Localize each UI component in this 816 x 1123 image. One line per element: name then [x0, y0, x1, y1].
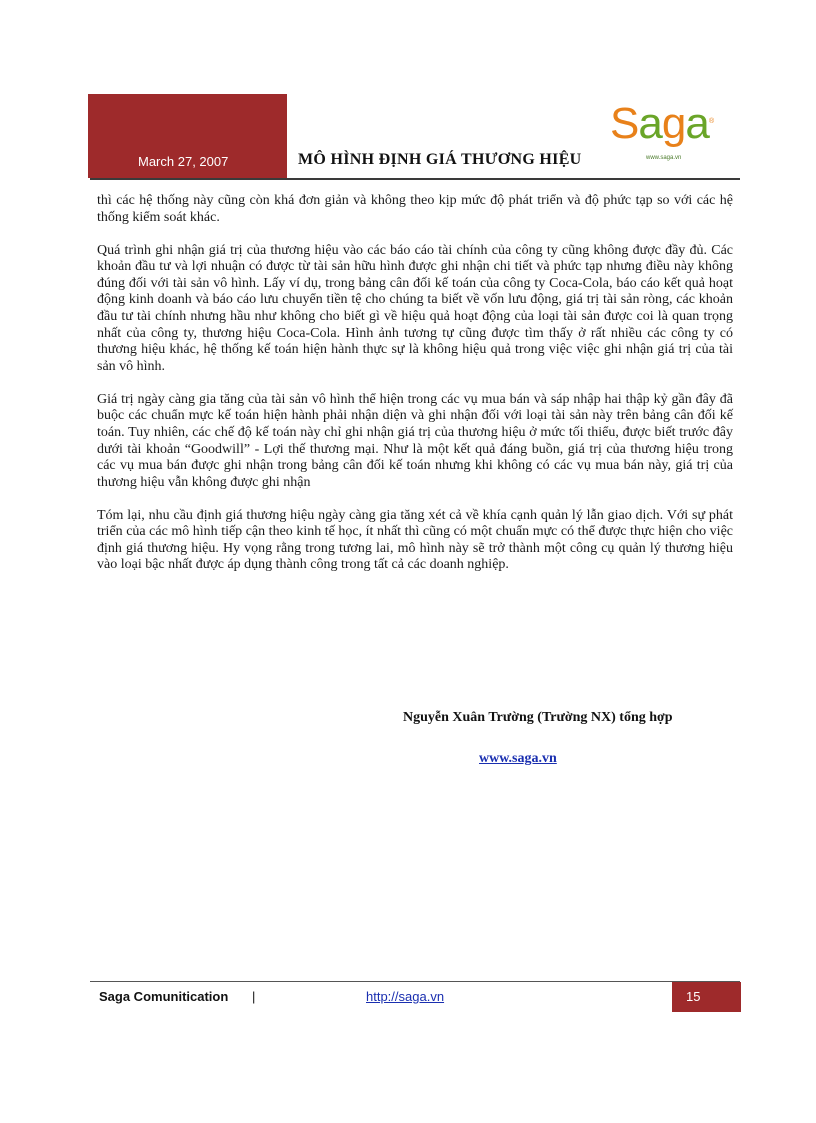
footer-link[interactable]: http://saga.vn — [366, 989, 445, 1004]
paragraph: thì các hệ thống này cũng còn khá đơn giản và không theo kịp mức độ phát triển và độ phức tạp so với các hệ thống kiểm soát khác. — [97, 193, 733, 225]
logo-url: www.saga.vn — [646, 155, 682, 161]
page-title: MÔ HÌNH ĐỊNH GIÁ THƯƠNG HIỆU — [298, 151, 582, 168]
registered-mark: ® — [709, 118, 715, 125]
paragraph: Giá trị ngày càng gia tăng của tài sản vô hình thể hiện trong các vụ mua bán và sáp nhập hai thập kỷ gần đây đã buộc các chuẩn mực kế toán hiện hành phải nhận diện và ghi nhận đối với loại tài sản này trên bảng cân đối kế toán. Tuy nhiên, các chế độ kế toán này chỉ ghi nhận giá trị của thương hiệu ở mức tối thiểu, được biết trước đây dưới tài khoản “Goodwill” - Lợi thế thương mại. Như là một kết quả đáng buồn, giá trị của thương hiệu trong các vụ mua bán được ghi nhận trong bảng cân đối kế toán nhưng khi không có các vụ mua bán này, giá trị của thương hiệu vẫn không được ghi nhận — [97, 391, 733, 490]
paragraph: Tóm lại, nhu cầu định giá thương hiệu ngày càng gia tăng xét cả về khía cạnh quản lý lẫn giao dịch. Với sự phát triển của các mô hình tiếp cận theo kinh tế học, ít nhất thì cũng có một chuẩn mực có thể được thực hiện cho việc định giá thương hiệu. Hy vọng rằng trong tương lai, mô hình này sẽ trở thành một công cụ quản lý thương hiệu vào loại bậc nhất được áp dụng thành công trong tất cả các doanh nghiệp. — [97, 507, 733, 573]
saga-logo-text — [610, 99, 709, 148]
page-number: 15 — [686, 989, 701, 1004]
footer-divider — [90, 981, 740, 982]
website-link[interactable]: www.saga.vn — [479, 751, 557, 766]
author-credit: Nguyễn Xuân Trường (Trường NX) tổng hợp — [403, 710, 673, 725]
logo-letter: a — [685, 99, 709, 148]
saga-logo — [610, 99, 709, 148]
header-divider — [90, 178, 740, 180]
article-body — [97, 193, 733, 590]
footer-page-box — [672, 982, 741, 1012]
logo-letter: a — [638, 99, 662, 148]
footer-separator: | — [252, 989, 256, 1004]
paragraph: Quá trình ghi nhận giá trị của thương hiệu vào các báo cáo tài chính của công ty cũng không được đầy đủ. Các khoản đầu tư và lợi nhuận có được từ tài sản hữu hình được ghi nhận chi tiết và phức tạp nhưng điều này không đúng đối với tài sản vô hình. Lấy ví dụ, trong bảng cân đối kế toán của công ty Coca-Cola, báo cáo kết quả hoạt động kinh doanh và báo cáo lưu chuyển tiền tệ cho chúng ta biết về vốn lưu động, giá trị tài sản ròng, các khoản đầu tư tài chính nhưng hầu như không cho biết gì về hiệu quả hoạt động của loại tài sản được coi là quan trọng nhất của công ty, thương hiệu Coca-Cola. Hình ảnh tương tự cũng được tìm thấy ở rất nhiều các công ty có thương hiệu khác, hệ thống kế toán hiện hành thực sự là không hiệu quả trong việc việc ghi nhận giá trị của tài sản vô hình. — [97, 242, 733, 374]
header-date: March 27, 2007 — [138, 154, 229, 169]
footer-company: Saga Comunitication — [99, 989, 229, 1004]
logo-letter: g — [661, 99, 686, 148]
logo-letter: S — [610, 99, 639, 148]
